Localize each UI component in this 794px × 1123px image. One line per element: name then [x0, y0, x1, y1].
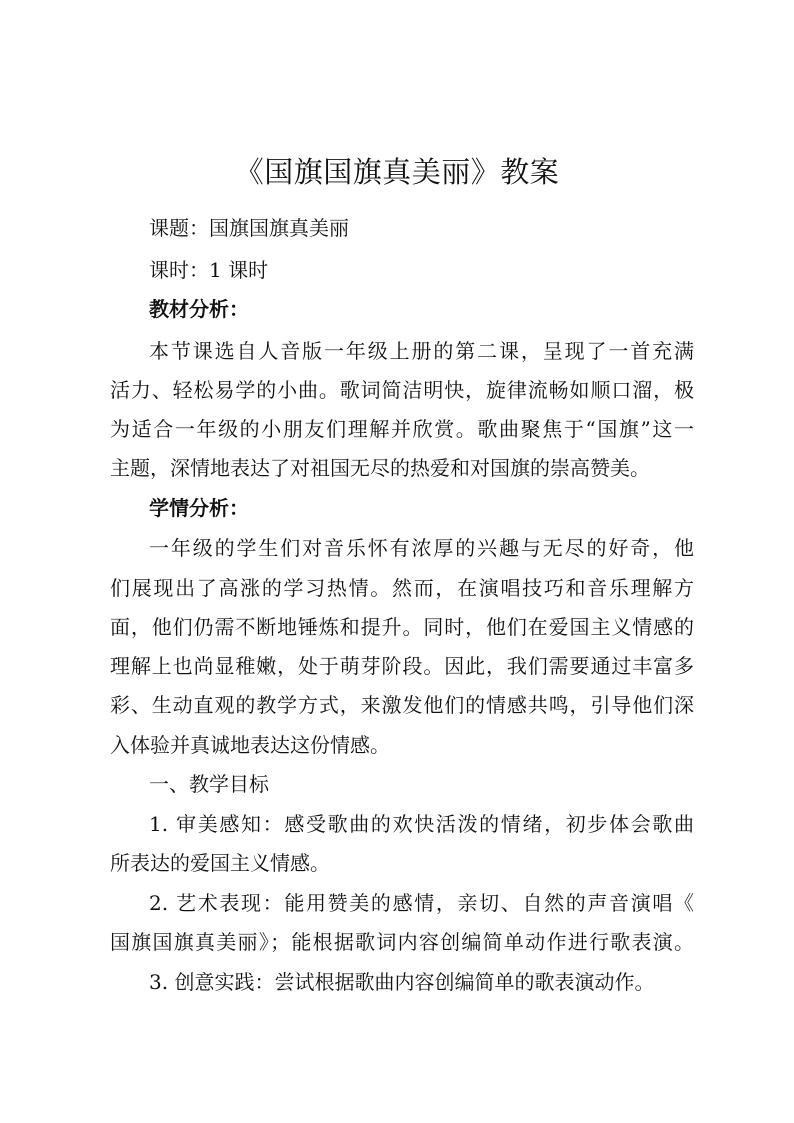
objective-line: 3. 创意实践：尝试根据歌曲内容创编简单的歌表演动作。: [149, 970, 655, 994]
duration-line: 课时：1 课时: [149, 258, 269, 282]
objective-line: 1. 审美感知：感受歌曲的欢快活泼的情绪，初步体会歌曲: [149, 812, 694, 836]
objective-line: 国旗国旗真美丽》；能根据歌词内容创编简单动作进行歌表演。: [110, 930, 694, 954]
document-title: 《国旗国旗真美丽》教案: [234, 155, 560, 189]
objective-line: 2. 艺术表现：能用赞美的感情，亲切、自然的声音演唱《: [149, 891, 694, 915]
students-paragraph-line: 们展现出了高涨的学习热情。然而，在演唱技巧和音乐理解方: [110, 576, 694, 600]
students-paragraph-line: 入体验并真诚地表达这份情感。: [110, 733, 390, 757]
objective-line: 所表达的爱国主义情感。: [110, 851, 330, 875]
material-paragraph-line: 主题，深情地表达了对祖国无尽的热爱和对国旗的崇高赞美。: [110, 456, 650, 480]
students-paragraph-line: 面，他们仍需不断地锤炼和提升。同时，他们在爱国主义情感的: [110, 615, 694, 639]
objectives-heading: 一、教学目标: [149, 772, 269, 796]
material-paragraph-line: 活力、轻松易学的小曲。歌词简洁明快，旋律流畅如顺口溜，极: [110, 378, 694, 402]
students-paragraph-line: 理解上也尚显稚嫩，处于萌芽阶段。因此，我们需要通过丰富多: [110, 654, 694, 678]
material-heading: 教材分析：: [149, 297, 249, 321]
material-paragraph-line: 为适合一年级的小朋友们理解并欣赏。歌曲聚焦于“国旗”这一: [110, 417, 694, 441]
students-paragraph-line: 彩、生动直观的教学方式，来激发他们的情感共鸣，引导他们深: [110, 693, 694, 717]
students-heading: 学情分析：: [149, 496, 249, 520]
material-paragraph-line: 本节课选自人音版一年级上册的第二课，呈现了一首充满: [149, 339, 694, 363]
students-paragraph-line: 一年级的学生们对音乐怀有浓厚的兴趣与无尽的好奇，他: [149, 536, 694, 560]
topic-line: 课题：国旗国旗真美丽: [149, 216, 349, 240]
